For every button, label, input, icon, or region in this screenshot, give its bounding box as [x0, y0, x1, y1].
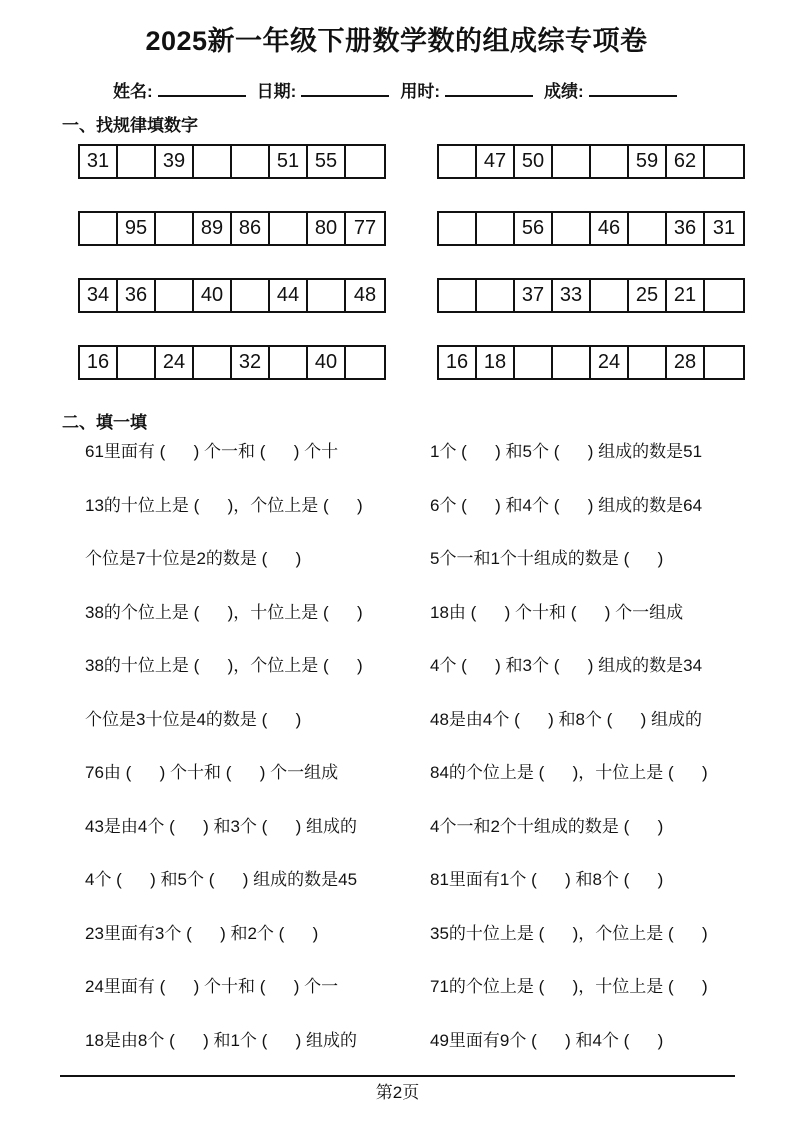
sequence-cell-blank: [194, 347, 232, 378]
info-field-blank-line: [158, 80, 246, 97]
sequence-table-4-left: [78, 345, 386, 380]
sequence-cell-blank: [705, 146, 743, 177]
sequence-cell-filled: 77: [353, 217, 377, 239]
sequence-row-1: [78, 144, 745, 179]
sequence-table-3-right: [437, 278, 745, 313]
sequence-cell-filled: 18: [477, 347, 515, 378]
question-left-2: 13的十位上是 ( )，个位上是 ( ): [85, 495, 363, 515]
sequence-cell-filled: 16: [439, 347, 477, 378]
sequence-cell-filled: 40: [308, 347, 346, 378]
question-left-11: 24里面有 ( ) 个十和 ( ) 个一: [85, 977, 339, 996]
question-right-12: 49里面有9个 ( ) 和4个 ( ): [430, 1030, 664, 1050]
page-number: 第2页: [375, 1083, 420, 1102]
sequence-cell-filled: 44: [270, 280, 308, 311]
sequence-cell-filled: 89: [194, 213, 232, 244]
sequence-cell-blank: [629, 347, 667, 378]
sequence-cell-filled: 51: [270, 146, 308, 177]
info-field-blank-line: [445, 80, 533, 97]
sequence-cell-filled: 28: [667, 347, 705, 378]
sequence-cell-filled: 31: [712, 217, 736, 239]
sequence-cell-blank: [439, 280, 477, 311]
page-footer: [60, 1075, 735, 1104]
footer-divider: [60, 1075, 735, 1077]
question-left-4: 38的个位上是 ( )，十位上是 ( ): [85, 602, 363, 622]
sequence-cell-filled: 56: [515, 213, 553, 244]
info-field-label: 姓名:: [113, 82, 153, 101]
sequence-cell-filled: 86: [232, 213, 270, 244]
sequence-cell-blank: [705, 280, 743, 311]
question-right-4: 18由 ( ) 个十和 ( ) 个一组成: [430, 602, 684, 622]
sequence-cell-filled: 24: [591, 347, 629, 378]
question-left-7: 76由 ( ) 个十和 ( ) 个一组成: [85, 763, 339, 782]
sequence-cell-blank: [553, 347, 591, 378]
question-right-7: 84的个位上是 ( )，十位上是 ( ): [430, 763, 708, 782]
sequence-table-3-left: [78, 278, 386, 313]
sequence-cell-filled: 62: [667, 146, 705, 177]
questions-grid: [85, 441, 765, 1083]
question-left-6: 个位是3十位是4的数是 ( ): [85, 709, 302, 729]
sequence-cell-blank: [156, 280, 194, 311]
sequence-cell-blank: [629, 213, 667, 244]
sequence-table-4-right: [437, 345, 745, 380]
sequence-cell-blank: [439, 213, 477, 244]
question-right-9: 81里面有1个 ( ) 和8个 ( ): [430, 870, 664, 889]
question-left-8: 43是由4个 ( ) 和3个 ( ) 组成的: [85, 816, 358, 836]
sequence-cell-filled: 36: [118, 280, 156, 311]
sequence-cell-filled: 24: [156, 347, 194, 378]
sequence-cell-blank: [194, 146, 232, 177]
question-right-6: 48是由4个 ( ) 和8个 ( ) 组成的: [430, 709, 703, 729]
sequence-cell-filled: 80: [308, 213, 346, 244]
sequence-row-3: [78, 278, 745, 313]
info-field-4: [544, 80, 677, 103]
page-title: 2025新一年级下册数学数的组成综专项卷: [145, 26, 648, 56]
sequence-cell-blank: [705, 347, 743, 378]
question-right-8: 4个一和2个十组成的数是 ( ): [430, 816, 664, 836]
sequence-table-2-left: [78, 211, 386, 246]
sequence-cell-filled: 46: [591, 213, 629, 244]
sequence-cell-blank: [118, 347, 156, 378]
sequence-cell-blank: [591, 280, 629, 311]
sequence-cell-filled: 95: [118, 213, 156, 244]
sequence-cell-blank: [156, 213, 194, 244]
sequence-cell-filled: 32: [232, 347, 270, 378]
sequence-cell-filled: 16: [80, 347, 118, 378]
info-field-2: [257, 80, 390, 103]
question-right-10: 35的十位上是 ( )，个位上是 ( ): [430, 923, 708, 943]
sequence-cell-filled: 37: [515, 280, 553, 311]
info-field-label: 用时:: [400, 82, 441, 101]
question-left-5: 38的十位上是 ( )，个位上是 ( ): [85, 656, 363, 675]
sequence-cell-filled: 34: [80, 280, 118, 311]
sequence-cell-blank: [553, 213, 591, 244]
sequence-cell-blank: [346, 347, 384, 378]
sequence-cell-blank: [591, 146, 629, 177]
sequence-cell-blank: [477, 280, 515, 311]
question-right-3: 5个一和1个十组成的数是 ( ): [430, 549, 664, 568]
sequence-cell-blank: [270, 347, 308, 378]
sequence-cell-filled: 21: [667, 280, 705, 311]
sequence-table-1-left: [78, 144, 386, 179]
sequence-cell-blank: [80, 213, 118, 244]
question-left-1: 61里面有 ( ) 个一和 ( ) 个十: [85, 442, 339, 461]
question-right-5: 4个 ( ) 和3个 ( ) 组成的数是34: [430, 656, 703, 675]
sequence-cell-blank: [232, 146, 270, 177]
section2-heading: 二、填一填: [62, 413, 147, 432]
sequence-cell-blank: [477, 213, 515, 244]
sequence-cell-filled: 36: [667, 213, 705, 244]
sequence-rows: [78, 144, 745, 380]
info-field-label: 成绩:: [544, 82, 584, 101]
question-right-1: 1个 ( ) 和5个 ( ) 组成的数是51: [430, 442, 703, 461]
section1-heading: 一、找规律填数字: [62, 116, 198, 135]
sequence-cell-blank: [270, 213, 308, 244]
sequence-cell-filled: 40: [194, 280, 232, 311]
sequence-cell-blank: [515, 347, 553, 378]
sequence-cell-filled: 25: [629, 280, 667, 311]
sequence-cell-filled: 50: [515, 146, 553, 177]
sequence-table-1-right: [437, 144, 745, 179]
sequence-cell-blank: [308, 280, 346, 311]
info-field-label: 日期:: [256, 82, 297, 101]
sequence-cell-blank: [553, 146, 591, 177]
question-left-12: 18是由8个 ( ) 和1个 ( ) 组成的: [85, 1030, 358, 1050]
student-info-row: [113, 80, 793, 103]
sequence-table-2-right: [437, 211, 745, 246]
sequence-cell-filled: 47: [477, 146, 515, 177]
question-left-9: 4个 ( ) 和5个 ( ) 组成的数是45: [85, 870, 358, 889]
sequence-cell-filled: 33: [553, 280, 591, 311]
sequence-cell-blank: [232, 280, 270, 311]
info-field-blank-line: [301, 80, 389, 97]
sequence-cell-filled: 48: [353, 284, 377, 306]
sequence-row-4: [78, 345, 745, 380]
question-left-10: 23里面有3个 ( ) 和2个 ( ): [85, 923, 319, 943]
sequence-row-2: [78, 211, 745, 246]
info-field-3: [400, 80, 533, 103]
question-left-3: 个位是7十位是2的数是 ( ): [85, 549, 302, 568]
sequence-cell-filled: 55: [308, 146, 346, 177]
sequence-cell-filled: 31: [80, 146, 118, 177]
info-field-blank-line: [589, 80, 677, 97]
sequence-cell-blank: [439, 146, 477, 177]
question-right-2: 6个 ( ) 和4个 ( ) 组成的数是64: [430, 495, 703, 515]
sequence-cell-filled: 39: [156, 146, 194, 177]
question-right-11: 71的个位上是 ( )，十位上是 ( ): [430, 977, 708, 996]
sequence-cell-blank: [118, 146, 156, 177]
sequence-cell-blank: [346, 146, 384, 177]
info-field-1: [113, 80, 246, 103]
sequence-cell-filled: 59: [629, 146, 667, 177]
